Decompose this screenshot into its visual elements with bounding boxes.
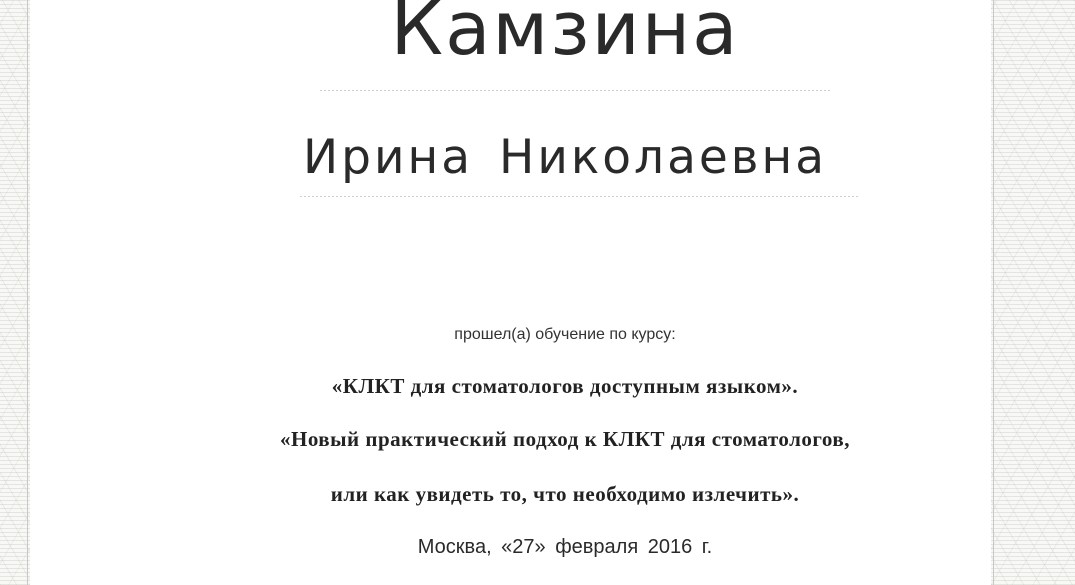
surname-underline	[320, 90, 830, 91]
course-title-line-1: «КЛКТ для стоматологов доступным языком».	[331, 374, 799, 398]
recipient-surname: Камзина	[390, 0, 740, 72]
course-title-line-3: или как увидеть то, что необходимо излечить».	[330, 482, 800, 506]
course-title-line-2: «Новый практический подход к КЛКТ для стоматологов,	[280, 427, 850, 451]
given-names-underline	[300, 196, 860, 197]
recipient-given-names: Ирина Николаевна	[302, 130, 828, 185]
course-intro-text: прошел(а) обучение по курсу:	[454, 326, 676, 343]
city-and-date: Москва, «27» февраля 2016 г.	[417, 536, 713, 558]
